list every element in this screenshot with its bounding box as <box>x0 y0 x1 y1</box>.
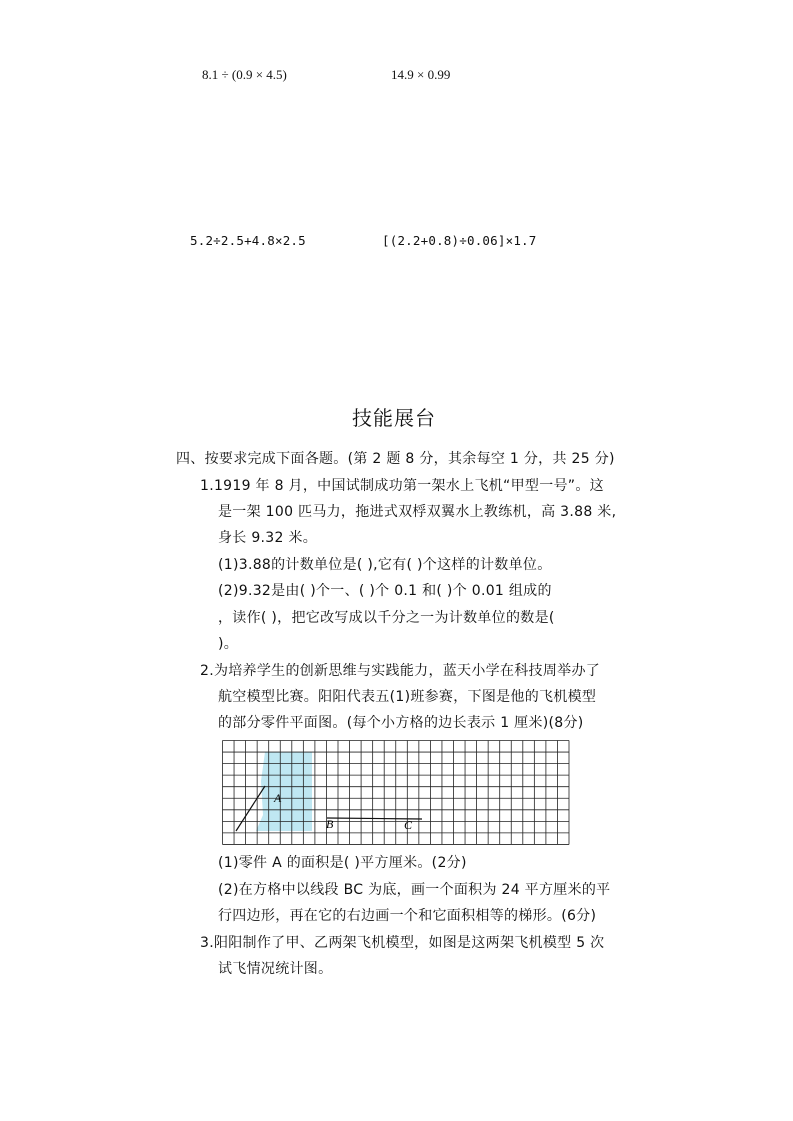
q3-line-2: 试飞情况统计图。 <box>218 961 333 977</box>
section-title: 技能展台 <box>352 406 436 430</box>
expression-2: 14.9 × 0.99 <box>391 67 451 82</box>
q2-sub-2-line-1: (2)在方格中以线段 BC 为底，画一个面积为 24 平方厘米的平 <box>218 882 611 898</box>
label-b: B <box>326 817 334 831</box>
label-a: A <box>274 791 282 805</box>
section-heading: 四、按要求完成下面各题。(第 2 题 8 分，其余每空 1 分，共 25 分) <box>176 451 615 467</box>
q1-sub-2-line-2: ，读作( )，把它改写成以千分之一为计数单位的数是( <box>218 610 555 626</box>
q2-sub-1: (1)零件 A 的面积是( )平方厘米。(2分) <box>218 855 467 871</box>
q1-sub-1: (1)3.88的计数单位是( ),它有( )个这样的计数单位。 <box>218 557 552 573</box>
expression-1: 8.1 ÷ (0.9 × 4.5) <box>202 67 287 82</box>
q1-sub-2-line-1: (2)9.32是由( )个一、( )个 0.1 和( )个 0.01 组成的 <box>218 583 552 599</box>
expression-4: [(2.2+0.8)÷0.06]×1.7 <box>382 233 537 248</box>
expression-3: 5.2÷2.5+4.8×2.5 <box>190 233 306 248</box>
grid-figure <box>222 740 574 846</box>
q1-line-2: 是一架 100 匹马力，拖进式双桴双翼水上教练机，高 3.88 米, <box>218 504 617 520</box>
label-c: C <box>404 818 413 832</box>
q3-line-1: 3.阳阳制作了甲、乙两架飞机模型，如图是这两架飞机模型 5 次 <box>200 935 605 951</box>
q1-sub-2-line-3: )。 <box>218 636 239 652</box>
q1-line-1: 1.1919 年 8 月，中国试制成功第一架水上飞机“甲型一号”。这 <box>200 478 604 494</box>
q2-line-3: 的部分零件平面图。(每个小方格的边长表示 1 厘米)(8分) <box>218 715 584 731</box>
q2-line-2: 航空模型比赛。阳阳代表五(1)班参赛，下图是他的飞机模型 <box>218 689 597 705</box>
q2-line-1: 2.为培养学生的创新思维与实践能力，蓝天小学在科技周举办了 <box>200 663 601 679</box>
q1-line-3: 身长 9.32 米。 <box>218 530 318 546</box>
q2-sub-2-line-2: 行四边形，再在它的右边画一个和它面积相等的梯形。(6分) <box>218 908 597 924</box>
